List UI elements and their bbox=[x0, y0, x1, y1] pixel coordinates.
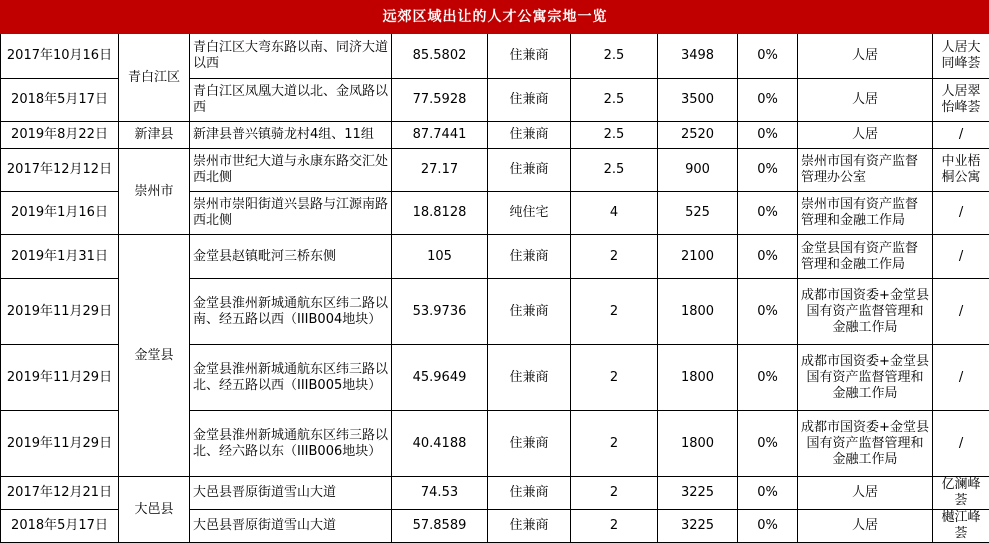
cell-far: 2 bbox=[571, 235, 658, 279]
cell-use: 住兼商 bbox=[488, 122, 571, 149]
cell-district: 金堂县 bbox=[119, 235, 190, 477]
cell-buyer: 金堂县国有资产监督管理和金融工作局 bbox=[798, 235, 933, 279]
cell-area: 105 bbox=[392, 235, 488, 279]
cell-ratio: 0% bbox=[738, 122, 798, 149]
cell-ratio: 0% bbox=[738, 79, 798, 122]
cell-buyer: 崇州市国有资产监督管理和金融工作局 bbox=[798, 192, 933, 235]
cell-location: 大邑县晋原街道雪山大道 bbox=[190, 477, 392, 510]
cell-district: 青白江区 bbox=[119, 34, 190, 122]
cell-project: / bbox=[933, 279, 989, 345]
cell-far: 2 bbox=[571, 510, 658, 543]
cell-location: 金堂县淮州新城通航东区纬二路以南、经五路以西（IIIB004地块） bbox=[190, 279, 392, 345]
table-row bbox=[1, 477, 989, 510]
cell-buyer: 人居 bbox=[798, 122, 933, 149]
table-row bbox=[1, 122, 989, 149]
cell-ratio: 0% bbox=[738, 510, 798, 543]
cell-project: / bbox=[933, 345, 989, 411]
cell-far: 2.5 bbox=[571, 34, 658, 79]
cell-location: 崇州市崇阳街道兴昙路与江源南路西北侧 bbox=[190, 192, 392, 235]
cell-buyer: 人居 bbox=[798, 34, 933, 79]
cell-far: 2.5 bbox=[571, 79, 658, 122]
cell-district: 大邑县 bbox=[119, 477, 190, 543]
cell-ratio: 0% bbox=[738, 34, 798, 79]
cell-date: 2017年12月21日 bbox=[1, 477, 119, 510]
cell-date: 2017年10月16日 bbox=[1, 34, 119, 79]
cell-area: 45.9649 bbox=[392, 345, 488, 411]
cell-use: 住兼商 bbox=[488, 149, 571, 192]
cell-use: 住兼商 bbox=[488, 235, 571, 279]
cell-use: 纯住宅 bbox=[488, 192, 571, 235]
cell-project: 樾江峰荟 bbox=[933, 510, 989, 543]
cell-ratio: 0% bbox=[738, 192, 798, 235]
cell-location: 金堂县淮州新城通航东区纬三路以北、经五路以西（IIIB005地块） bbox=[190, 345, 392, 411]
cell-date: 2019年1月16日 bbox=[1, 192, 119, 235]
cell-location: 大邑县晋原街道雪山大道 bbox=[190, 510, 392, 543]
cell-price: 1800 bbox=[658, 279, 738, 345]
cell-area: 87.7441 bbox=[392, 122, 488, 149]
cell-far: 2 bbox=[571, 477, 658, 510]
cell-buyer: 成都市国资委+金堂县国有资产监督管理和金融工作局 bbox=[798, 345, 933, 411]
cell-price: 900 bbox=[658, 149, 738, 192]
cell-use: 住兼商 bbox=[488, 345, 571, 411]
cell-far: 4 bbox=[571, 192, 658, 235]
cell-use: 住兼商 bbox=[488, 79, 571, 122]
cell-location: 青白江区凤凰大道以北、金凤路以西 bbox=[190, 79, 392, 122]
cell-use: 住兼商 bbox=[488, 411, 571, 477]
cell-ratio: 0% bbox=[738, 345, 798, 411]
cell-price: 3500 bbox=[658, 79, 738, 122]
cell-far: 2 bbox=[571, 411, 658, 477]
cell-far: 2.5 bbox=[571, 122, 658, 149]
table-row bbox=[1, 235, 989, 279]
cell-date: 2019年8月22日 bbox=[1, 122, 119, 149]
cell-area: 74.53 bbox=[392, 477, 488, 510]
cell-location: 崇州市世纪大道与永康东路交汇处西北侧 bbox=[190, 149, 392, 192]
cell-price: 3225 bbox=[658, 477, 738, 510]
cell-date: 2019年11月29日 bbox=[1, 279, 119, 345]
cell-buyer: 成都市国资委+金堂县国有资产监督管理和金融工作局 bbox=[798, 279, 933, 345]
cell-project: 人居翠怡峰荟 bbox=[933, 79, 989, 122]
table-row bbox=[1, 34, 989, 79]
cell-buyer: 人居 bbox=[798, 477, 933, 510]
cell-use: 住兼商 bbox=[488, 279, 571, 345]
cell-price: 2100 bbox=[658, 235, 738, 279]
cell-area: 27.17 bbox=[392, 149, 488, 192]
cell-area: 53.9736 bbox=[392, 279, 488, 345]
cell-far: 2.5 bbox=[571, 149, 658, 192]
cell-project: 亿澜峰荟 bbox=[933, 477, 989, 510]
cell-project: / bbox=[933, 192, 989, 235]
cell-project: / bbox=[933, 411, 989, 477]
table-row bbox=[1, 149, 989, 192]
cell-price: 3498 bbox=[658, 34, 738, 79]
cell-project: 中业梧桐公寓 bbox=[933, 149, 989, 192]
cell-area: 40.4188 bbox=[392, 411, 488, 477]
cell-project: / bbox=[933, 122, 989, 149]
cell-district: 崇州市 bbox=[119, 149, 190, 235]
cell-use: 住兼商 bbox=[488, 477, 571, 510]
cell-buyer: 崇州市国有资产监督管理办公室 bbox=[798, 149, 933, 192]
cell-use: 住兼商 bbox=[488, 510, 571, 543]
cell-area: 18.8128 bbox=[392, 192, 488, 235]
cell-date: 2018年5月17日 bbox=[1, 510, 119, 543]
cell-price: 1800 bbox=[658, 411, 738, 477]
table-title-row bbox=[1, 1, 989, 34]
cell-location: 青白江区大弯东路以南、同济大道以西 bbox=[190, 34, 392, 79]
cell-price: 3225 bbox=[658, 510, 738, 543]
cell-location: 金堂县淮州新城通航东区纬三路以北、经六路以东（IIIB006地块） bbox=[190, 411, 392, 477]
cell-price: 1800 bbox=[658, 345, 738, 411]
cell-project: 人居大同峰荟 bbox=[933, 34, 989, 79]
cell-ratio: 0% bbox=[738, 411, 798, 477]
cell-date: 2019年1月31日 bbox=[1, 235, 119, 279]
cell-ratio: 0% bbox=[738, 279, 798, 345]
cell-ratio: 0% bbox=[738, 235, 798, 279]
cell-buyer: 成都市国资委+金堂县国有资产监督管理和金融工作局 bbox=[798, 411, 933, 477]
cell-district: 新津县 bbox=[119, 122, 190, 149]
cell-ratio: 0% bbox=[738, 477, 798, 510]
cell-use: 住兼商 bbox=[488, 34, 571, 79]
cell-ratio: 0% bbox=[738, 149, 798, 192]
cell-project: / bbox=[933, 235, 989, 279]
cell-date: 2018年5月17日 bbox=[1, 79, 119, 122]
cell-location: 新津县普兴镇骑龙村4组、11组 bbox=[190, 122, 392, 149]
table-title: 远郊区域出让的人才公寓宗地一览 bbox=[1, 1, 989, 34]
cell-location: 金堂县赵镇毗河三桥东侧 bbox=[190, 235, 392, 279]
cell-area: 77.5928 bbox=[392, 79, 488, 122]
cell-far: 2 bbox=[571, 345, 658, 411]
cell-date: 2019年11月29日 bbox=[1, 411, 119, 477]
cell-far: 2 bbox=[571, 279, 658, 345]
cell-date: 2019年11月29日 bbox=[1, 345, 119, 411]
cell-buyer: 人居 bbox=[798, 79, 933, 122]
cell-area: 85.5802 bbox=[392, 34, 488, 79]
cell-price: 525 bbox=[658, 192, 738, 235]
cell-area: 57.8589 bbox=[392, 510, 488, 543]
cell-price: 2520 bbox=[658, 122, 738, 149]
cell-date: 2017年12月12日 bbox=[1, 149, 119, 192]
cell-buyer: 人居 bbox=[798, 510, 933, 543]
